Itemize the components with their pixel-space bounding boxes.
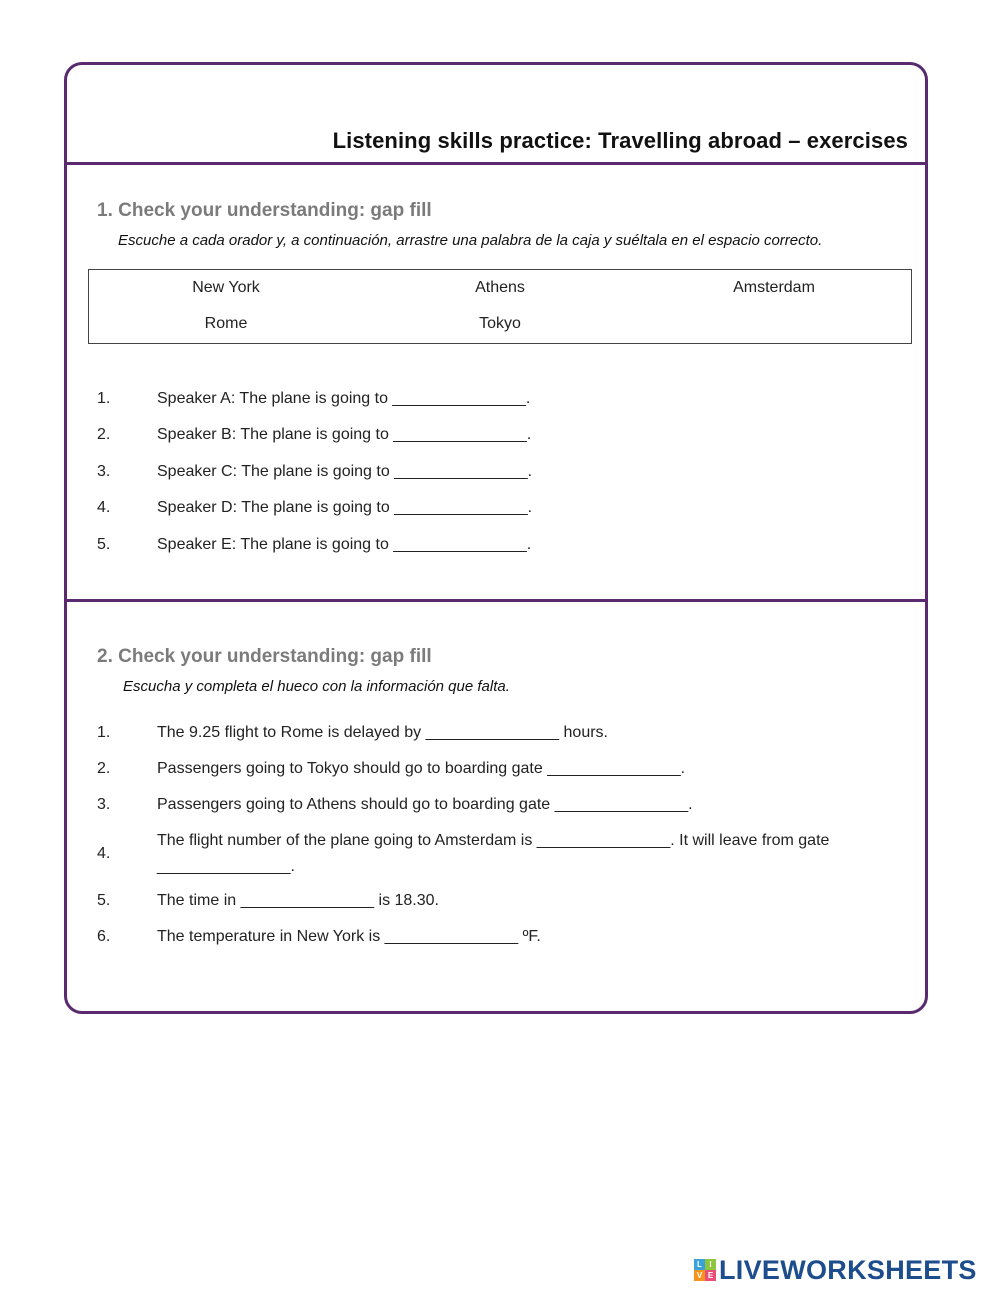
question-number: 2. bbox=[97, 426, 111, 443]
question-text[interactable]: Speaker E: The plane is going to _______________. bbox=[157, 536, 532, 553]
word-amsterdam[interactable]: Amsterdam bbox=[733, 279, 815, 296]
logo-mark-icon bbox=[694, 1259, 716, 1281]
logo-mark-letter: L bbox=[694, 1259, 705, 1270]
question-number: 3. bbox=[97, 463, 111, 480]
question-text[interactable]: The 9.25 flight to Rome is delayed by _______________ hours. bbox=[157, 724, 608, 741]
word-new-york[interactable]: New York bbox=[192, 279, 260, 296]
logo-mark-letter: V bbox=[694, 1270, 705, 1281]
question-number: 4. bbox=[97, 499, 111, 516]
liveworksheets-logo[interactable] bbox=[694, 1255, 977, 1285]
word-bank bbox=[88, 269, 912, 344]
word-tokyo[interactable]: Tokyo bbox=[479, 315, 521, 332]
question-text[interactable]: The time in _______________ is 18.30. bbox=[157, 892, 439, 909]
question-number: 5. bbox=[97, 892, 111, 909]
question-number: 4. bbox=[97, 845, 111, 862]
question-number: 1. bbox=[97, 724, 111, 741]
logo-mark-letter: I bbox=[705, 1259, 716, 1270]
question-text[interactable]: Passengers going to Tokyo should go to boarding gate _______________. bbox=[157, 760, 686, 777]
question-text[interactable]: Speaker B: The plane is going to _______________. bbox=[157, 426, 532, 443]
question-number: 1. bbox=[97, 390, 111, 407]
question-number: 6. bbox=[97, 928, 111, 945]
question-text[interactable]: Passengers going to Athens should go to boarding gate _______________. bbox=[157, 796, 693, 813]
question-text[interactable]: Speaker C: The plane is going to _______________. bbox=[157, 463, 533, 480]
section2-heading: 2. Check your understanding: gap fill bbox=[97, 646, 432, 667]
question-text[interactable]: Speaker A: The plane is going to _______________. bbox=[157, 390, 531, 407]
logo-mark-letter: E bbox=[705, 1270, 716, 1281]
page-title: Listening skills practice: Travelling abroad – exercises bbox=[332, 128, 908, 153]
question-text[interactable]: The flight number of the plane going to Amsterdam is _______________. It will leave from gate _______________. bbox=[157, 832, 830, 875]
word-rome[interactable]: Rome bbox=[204, 315, 248, 332]
question-number: 3. bbox=[97, 796, 111, 813]
question-number: 2. bbox=[97, 760, 111, 777]
question-number: 5. bbox=[97, 536, 111, 553]
title-divider bbox=[64, 162, 928, 165]
question-text[interactable]: The temperature in New York is _______________ ºF. bbox=[157, 928, 541, 945]
word-athens[interactable]: Athens bbox=[475, 279, 525, 296]
section1-heading: 1. Check your understanding: gap fill bbox=[97, 200, 432, 221]
section1-instruction: Escuche a cada orador y, a continuación, arrastre una palabra de la caja y suéltala en el espacio correcto. bbox=[118, 232, 823, 249]
logo-text: LIVEWORKSHEETS bbox=[719, 1254, 977, 1285]
question-text[interactable]: Speaker D: The plane is going to _______________. bbox=[157, 499, 533, 516]
section-divider bbox=[64, 599, 928, 602]
section2-instruction: Escucha y completa el hueco con la información que falta. bbox=[123, 678, 510, 695]
